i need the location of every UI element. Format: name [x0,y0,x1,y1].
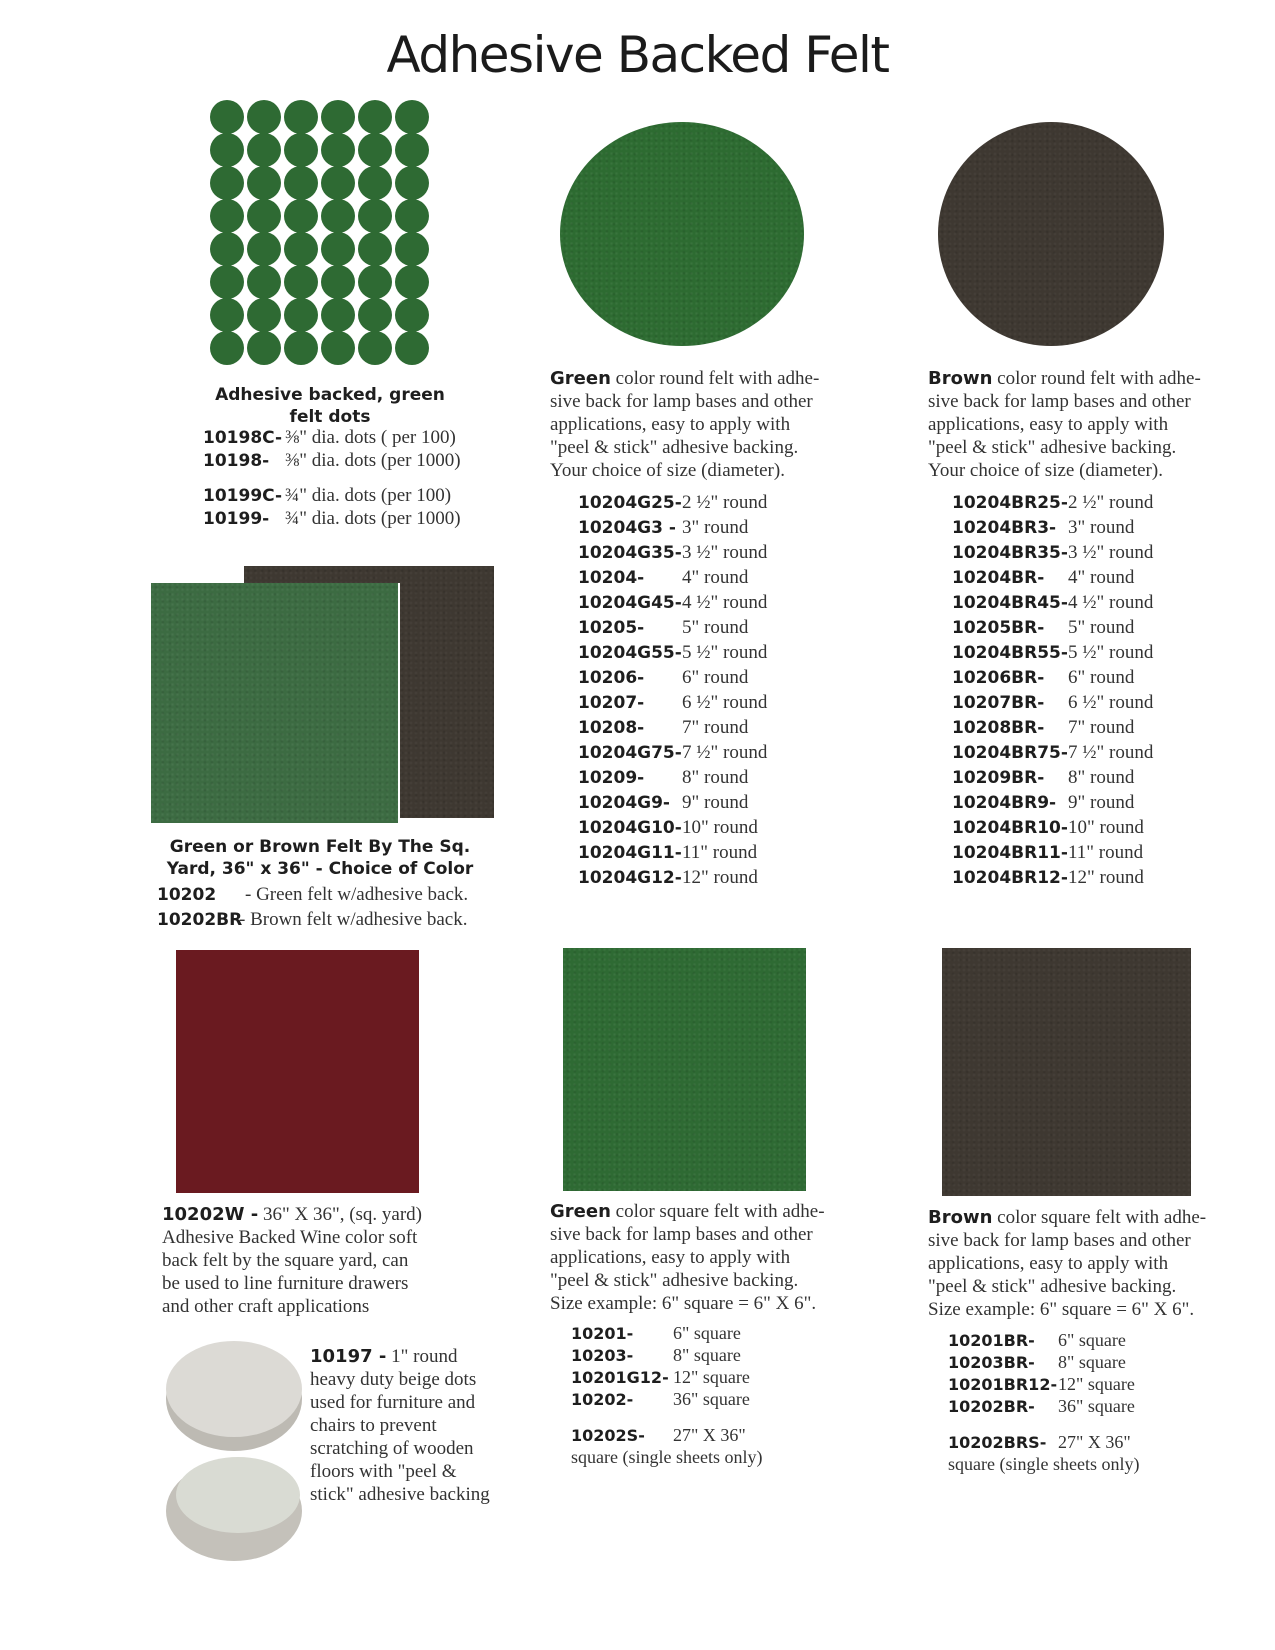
list-item [952,790,1153,815]
list-item-note [948,1453,1139,1475]
desc-line: floors with "peel & [310,1461,457,1482]
desc-line: chairs to prevent [310,1415,437,1436]
list-item [571,1344,762,1366]
product-code: 10199C- [203,486,283,506]
list-item [952,765,1153,790]
felt-dot [210,298,244,332]
product-code: 10204G45- [578,593,682,613]
felt-dot [210,133,244,167]
list-item [948,1431,1139,1453]
felt-dot [210,265,244,299]
product-code: 10202S- [571,1426,645,1445]
felt-dot [247,133,281,167]
product-code: 10204BR55- [952,643,1068,663]
desc-line: "peel & stick" adhesive backing. [928,1276,1177,1297]
product-code: 10206BR- [952,668,1045,688]
felt-dot [321,133,355,167]
list-item [948,1373,1139,1395]
product-code: 10198C- [203,428,283,448]
felt-dot [321,265,355,299]
product-code: 10204BR45- [952,593,1068,613]
product-code: 10209BR- [952,768,1045,788]
product-code: 10204G11- [578,843,682,863]
product-code: 10204BR25- [952,493,1068,513]
felt-dot [284,232,318,266]
green-round-description [550,367,870,482]
list-item [203,426,461,449]
felt-dot [395,199,429,233]
product-code: 10204BR35- [952,543,1068,563]
list-item [952,540,1153,565]
list-item [203,484,461,507]
list-item [571,1322,762,1344]
list-item [952,565,1153,590]
product-code: 10205- [578,618,645,638]
brown-round-size-list [952,490,1153,890]
desc-line: Adhesive Backed Wine color soft [162,1227,418,1248]
product-size: 6" square [1058,1330,1126,1350]
product-size: 8" square [673,1345,741,1365]
felt-dot [358,100,392,134]
felt-dot [358,298,392,332]
product-size: 2 ½" round [682,492,768,513]
product-code: 10204BR12- [952,868,1068,888]
product-size: 12" round [1068,867,1144,888]
color-lead: Brown [928,368,993,389]
list-item [952,590,1153,615]
felt-dot [358,265,392,299]
color-lead: Green [550,368,611,389]
list-item [578,565,767,590]
product-size: 5 ½" round [682,642,768,663]
product-size: 10" round [682,817,758,838]
product-size: 7" round [682,717,749,738]
product-code: 10208- [578,718,645,738]
desc-line: be used to line furniture drawers [162,1273,409,1294]
dots-item-list [203,426,461,530]
list-item [578,765,767,790]
green-square-felt-image [563,948,806,1191]
product-size: 11" round [682,842,758,863]
desc-line: heavy duty beige dots [310,1369,477,1390]
product-size: 4" round [682,567,749,588]
product-size: 3" round [682,517,749,538]
product-code: 10202 [157,885,217,905]
list-item [578,840,767,865]
felt-dot [321,298,355,332]
list-item [952,715,1153,740]
sqyard-caption-line2: Yard, 36" x 36" - Choice of Color [166,859,474,879]
desc-line: scratching of wooden [310,1438,474,1459]
product-code: 10204BR3- [952,518,1057,538]
product-note: square (single sheets only) [571,1447,763,1467]
list-item [571,1424,762,1446]
list-item [952,490,1153,515]
list-item [952,815,1153,840]
list-item-note [571,1446,762,1468]
desc-line: sive back for lamp bases and other [928,391,1191,412]
product-size: 11" round [1068,842,1144,863]
green-felt-sheet-image [151,583,398,823]
list-item [948,1329,1139,1351]
product-size: 5 ½" round [1068,642,1154,663]
product-code: 10204G75- [578,743,682,763]
product-code: 10204BR10- [952,818,1068,838]
product-size: 3" round [1068,517,1135,538]
product-text: - Green felt w/adhesive back. [245,884,469,905]
desc-line: Your choice of size (diameter). [550,460,785,481]
felt-dot [284,199,318,233]
product-size: ⅜" dia. dots (per 1000) [285,450,461,471]
felt-dot [358,133,392,167]
felt-dot [358,166,392,200]
beige-felt-dots-image [160,1335,308,1565]
color-lead: Brown [928,1207,993,1228]
list-item [203,449,461,472]
felt-dot [321,100,355,134]
felt-dot [284,265,318,299]
desc-line: color square felt with adhe- [992,1207,1207,1228]
list-item [578,640,767,665]
felt-dot [210,331,244,365]
product-size: 7 ½" round [682,742,768,763]
desc-line: used for furniture and [310,1392,476,1413]
brown-square-felt-image [942,948,1191,1196]
product-size: 9" round [1068,792,1135,813]
product-code: 10202BR- [948,1397,1035,1416]
product-size: 4 ½" round [682,592,768,613]
list-item [578,540,767,565]
product-code: 10203BR- [948,1353,1035,1372]
felt-dot [395,166,429,200]
brown-square-description [928,1206,1248,1321]
list-item [948,1351,1139,1373]
felt-dot [321,331,355,365]
felt-dot [358,331,392,365]
list-item [952,840,1153,865]
brown-round-description [928,367,1248,482]
desc-line: sive back for lamp bases and other [550,391,813,412]
list-item [571,1388,762,1410]
list-item [578,740,767,765]
desc-line: Your choice of size (diameter). [928,460,1163,481]
list-item [952,690,1153,715]
list-item [952,615,1153,640]
felt-dot [321,199,355,233]
desc-line: 36" X 36", (sq. yard) [258,1204,423,1225]
desc-line: and other craft applications [162,1296,370,1317]
product-size: ¾" dia. dots (per 1000) [285,508,461,529]
desc-line: "peel & stick" adhesive backing. [928,437,1177,458]
product-code: 10204G25- [578,493,682,513]
product-size: 36" square [673,1389,750,1409]
beige-dots-illustration [160,1335,308,1565]
product-size: 5" round [1068,617,1135,638]
product-size: 6 ½" round [682,692,768,713]
list-item [578,715,767,740]
list-item [948,1395,1139,1417]
felt-dot [284,100,318,134]
product-code: 10197 - [310,1346,387,1367]
product-code: 10204G55- [578,643,682,663]
product-code: 10204G12- [578,868,682,888]
felt-dot [210,166,244,200]
green-square-size-list [571,1322,762,1468]
list-item [952,665,1153,690]
desc-line: color round felt with adhe- [992,368,1201,389]
product-code: 10205BR- [952,618,1045,638]
product-size: 8" square [1058,1352,1126,1372]
product-size: 4 ½" round [1068,592,1154,613]
desc-line: Size example: 6" square = 6" X 6". [928,1299,1195,1320]
product-code: 10201G12- [571,1368,669,1387]
desc-line: "peel & stick" adhesive backing. [550,1270,799,1291]
list-item [578,790,767,815]
list-item [203,507,461,530]
list-item [578,590,767,615]
product-size: 10" round [1068,817,1144,838]
desc-line: stick" adhesive backing [310,1484,490,1505]
felt-dot [284,298,318,332]
product-code: 10206- [578,668,645,688]
dots-caption-line1: Adhesive backed, green [215,385,445,405]
product-code: 10198- [203,451,270,471]
felt-dot [321,232,355,266]
product-size: 12" square [1058,1374,1135,1394]
sqyard-item-list [157,882,468,932]
desc-line: color square felt with adhe- [610,1201,825,1222]
felt-dot [247,166,281,200]
desc-line: back felt by the square yard, can [162,1250,409,1271]
product-code: 10202BR [157,910,243,930]
felt-dot [284,166,318,200]
list-item [952,865,1153,890]
desc-line: sive back for lamp bases and other [928,1230,1191,1251]
product-size: 6" round [1068,667,1135,688]
desc-line: color round felt with adhe- [610,368,820,389]
desc-line: applications, easy to apply with [550,1247,791,1268]
list-item [952,640,1153,665]
product-code: 10199- [203,509,270,529]
product-code: 10204G3 - [578,518,676,538]
product-code: 10207BR- [952,693,1045,713]
list-item [952,515,1153,540]
felt-dot [395,331,429,365]
felt-dot [210,232,244,266]
green-round-felt-image [560,122,804,346]
list-item [578,490,767,515]
felt-dot [395,298,429,332]
product-code: 10204BR- [952,568,1045,588]
product-size: 2 ½" round [1068,492,1154,513]
felt-dot [284,133,318,167]
felt-dot [395,133,429,167]
sqyard-caption-line1: Green or Brown Felt By The Sq. [169,837,471,857]
felt-dot [395,265,429,299]
list-item [157,907,468,932]
product-size: 7 ½" round [1068,742,1154,763]
desc-line: Size example: 6" square = 6" X 6". [550,1293,817,1314]
desc-line: applications, easy to apply with [928,1253,1169,1274]
list-item [952,740,1153,765]
product-code: 10202BRS- [948,1433,1047,1452]
green-square-description [550,1200,870,1315]
product-size: 36" square [1058,1396,1135,1416]
product-code: 10204BR9- [952,793,1057,813]
product-note: square (single sheets only) [948,1454,1140,1474]
product-code: 10201BR- [948,1331,1035,1350]
product-code: 10207- [578,693,645,713]
list-item [578,815,767,840]
felt-dot [247,265,281,299]
green-dots-image [210,100,440,368]
felt-dot [247,199,281,233]
felt-dot [358,232,392,266]
list-item [571,1366,762,1388]
desc-line: 1" round [386,1346,458,1367]
felt-dot [247,298,281,332]
product-code: 10201BR12- [948,1375,1058,1394]
list-item [578,615,767,640]
felt-dot [395,232,429,266]
brown-round-felt-image [938,122,1164,346]
product-text: - Brown felt w/adhesive back. [239,909,468,930]
felt-dot [210,100,244,134]
product-size: 6" square [673,1323,741,1343]
product-code: 10201- [571,1324,634,1343]
product-size: 8" round [682,767,749,788]
product-code: 10203- [571,1346,634,1365]
felt-dot [358,199,392,233]
desc-line: sive back for lamp bases and other [550,1224,813,1245]
product-size: ⅜" dia. dots ( per 100) [285,427,456,448]
felt-dot [247,331,281,365]
product-size: 3 ½" round [682,542,768,563]
product-size: 27" X 36" [1058,1432,1131,1452]
list-item [157,882,468,907]
product-size: ¾" dia. dots (per 100) [285,485,452,506]
product-code: 10204G35- [578,543,682,563]
green-round-size-list [578,490,767,890]
felt-dot [247,232,281,266]
sqyard-caption [150,836,490,880]
product-code: 10202W - [162,1204,259,1225]
product-size: 27" X 36" [673,1425,746,1445]
product-code: 10208BR- [952,718,1045,738]
dots-caption [190,384,470,428]
product-code: 10204- [578,568,645,588]
product-size: 12" square [673,1367,750,1387]
desc-line: applications, easy to apply with [928,414,1169,435]
product-size: 3 ½" round [1068,542,1154,563]
product-code: 10204BR11- [952,843,1068,863]
beige-description [310,1345,520,1506]
product-code: 10204G9- [578,793,670,813]
list-item [578,865,767,890]
list-item [578,665,767,690]
felt-dot [210,199,244,233]
product-code: 10204BR75- [952,743,1068,763]
product-size: 6 ½" round [1068,692,1154,713]
felt-dot [395,100,429,134]
product-code: 10204G10- [578,818,682,838]
felt-dot [284,331,318,365]
page-title: Adhesive Backed Felt [386,26,889,84]
product-size: 5" round [682,617,749,638]
list-item [578,690,767,715]
brown-square-size-list [948,1329,1139,1475]
felt-dot [247,100,281,134]
color-lead: Green [550,1201,611,1222]
desc-line: applications, easy to apply with [550,414,791,435]
product-code: 10209- [578,768,645,788]
desc-line: "peel & stick" adhesive backing. [550,437,799,458]
product-size: 12" round [682,867,758,888]
product-size: 6" round [682,667,749,688]
product-size: 9" round [682,792,749,813]
product-size: 4" round [1068,567,1135,588]
wine-felt-image [176,950,419,1193]
product-code: 10202- [571,1390,634,1409]
wine-description [162,1203,462,1318]
felt-dot [321,166,355,200]
product-size: 8" round [1068,767,1135,788]
product-size: 7" round [1068,717,1135,738]
dots-caption-line2: felt dots [289,407,371,427]
list-item [578,515,767,540]
